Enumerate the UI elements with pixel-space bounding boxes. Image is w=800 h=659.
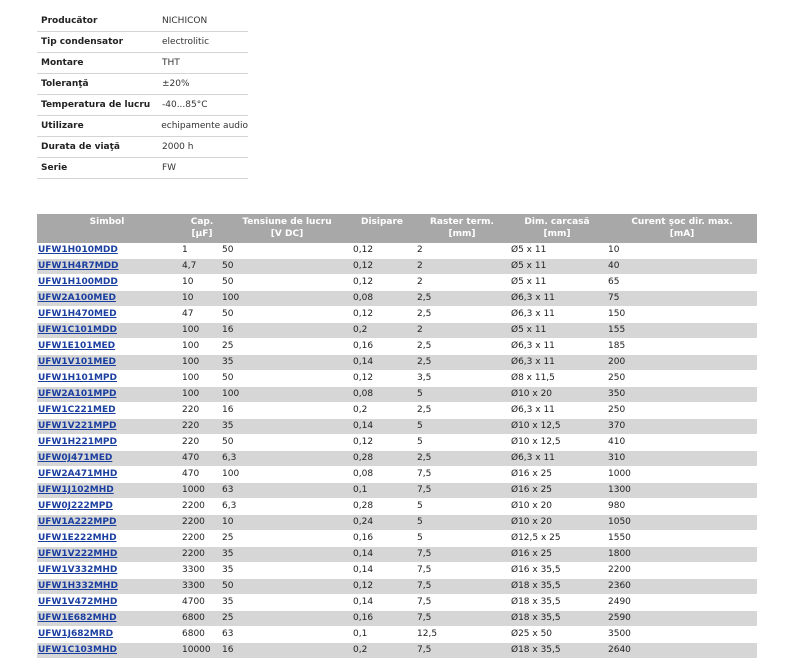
raster-cell: 7,5: [417, 581, 432, 591]
voltage-cell: 50: [222, 309, 234, 319]
voltage-cell: 100: [222, 469, 240, 479]
raster-cell: 5: [417, 501, 423, 511]
current-cell: 370: [608, 421, 626, 431]
raster-cell: 12,5: [417, 629, 438, 639]
raster-cell: 2,5: [417, 341, 432, 351]
table-row: [37, 259, 757, 275]
spec-value: THT: [162, 58, 180, 68]
dimensions-cell: Ø16 x 25: [511, 469, 553, 479]
product-link[interactable]: UFW1V222MHD: [38, 549, 118, 559]
spec-value: 2000 h: [162, 142, 194, 152]
symbol-cell: [38, 307, 117, 322]
dissipation-cell: 0,16: [353, 341, 374, 351]
spec-row: [37, 95, 248, 116]
current-cell: 1000: [608, 469, 631, 479]
voltage-cell: 35: [222, 421, 234, 431]
capacity-cell: 4,7: [182, 261, 197, 271]
symbol-cell: [38, 579, 118, 594]
raster-cell: 2,5: [417, 405, 432, 415]
voltage-cell: 100: [222, 389, 240, 399]
dimensions-cell: Ø6,3 x 11: [511, 357, 555, 367]
raster-cell: 7,5: [417, 549, 432, 559]
voltage-cell: 16: [222, 405, 234, 415]
voltage-cell: 50: [222, 277, 234, 287]
header-dimensions: Dim. carcasă [mm]: [524, 217, 590, 239]
dissipation-cell: 0,1: [353, 629, 368, 639]
symbol-cell: [38, 355, 116, 370]
dissipation-cell: 0,12: [353, 309, 374, 319]
capacity-cell: 220: [182, 405, 200, 415]
table-row: [37, 515, 757, 531]
dimensions-cell: Ø6,3 x 11: [511, 309, 555, 319]
symbol-cell: [38, 259, 119, 274]
capacity-cell: 10: [182, 293, 194, 303]
dissipation-cell: 0,2: [353, 405, 368, 415]
current-cell: 2360: [608, 581, 631, 591]
table-row: [37, 307, 757, 323]
dimensions-cell: Ø6,3 x 11: [511, 453, 555, 463]
symbol-cell: [38, 403, 116, 418]
raster-cell: 7,5: [417, 485, 432, 495]
current-cell: 1800: [608, 549, 631, 559]
current-cell: 65: [608, 277, 620, 287]
spec-row: [37, 11, 248, 32]
current-cell: 2490: [608, 597, 631, 607]
table-row: [37, 579, 757, 595]
capacity-cell: 100: [182, 325, 200, 335]
dissipation-cell: 0,14: [353, 421, 374, 431]
symbol-cell: [38, 611, 117, 626]
product-link[interactable]: UFW1H010MDD: [38, 245, 118, 255]
header-capacity: Cap. [µF]: [190, 217, 214, 239]
dimensions-cell: Ø18 x 35,5: [511, 613, 561, 623]
symbol-cell: [38, 563, 117, 578]
raster-cell: 5: [417, 421, 423, 431]
voltage-cell: 63: [222, 485, 234, 495]
table-row: [37, 595, 757, 611]
dimensions-cell: Ø6,3 x 11: [511, 405, 555, 415]
dissipation-cell: 0,12: [353, 277, 374, 287]
current-cell: 2590: [608, 613, 631, 623]
voltage-cell: 100: [222, 293, 240, 303]
spec-label: Toleranţă: [41, 79, 89, 89]
voltage-cell: 6,3: [222, 453, 237, 463]
table-row: [37, 355, 757, 371]
table-row: [37, 483, 757, 499]
dimensions-cell: Ø10 x 20: [511, 501, 553, 511]
capacity-cell: 470: [182, 469, 200, 479]
header-symbol: Simbol: [89, 217, 125, 227]
dimensions-cell: Ø10 x 20: [511, 389, 553, 399]
dimensions-cell: Ø5 x 11: [511, 261, 547, 271]
dissipation-cell: 0,14: [353, 565, 374, 575]
raster-cell: 5: [417, 389, 423, 399]
table-header: [37, 214, 757, 243]
dissipation-cell: 0,12: [353, 373, 374, 383]
dissipation-cell: 0,16: [353, 613, 374, 623]
header-voltage: Tensiune de lucru [V DC]: [242, 217, 332, 239]
voltage-cell: 50: [222, 581, 234, 591]
dissipation-cell: 0,1: [353, 485, 368, 495]
table-row: [37, 291, 757, 307]
header-raster: Raster term. [mm]: [430, 217, 494, 239]
table-row: [37, 499, 757, 515]
dimensions-cell: Ø12,5 x 25: [511, 533, 561, 543]
capacity-cell: 3300: [182, 581, 205, 591]
voltage-cell: 50: [222, 245, 234, 255]
symbol-cell: [38, 627, 113, 642]
capacity-cell: 10: [182, 277, 194, 287]
spec-label: Tip condensator: [41, 37, 124, 47]
capacity-cell: 100: [182, 389, 200, 399]
product-link[interactable]: UFW1H221MPD: [38, 437, 117, 447]
capacity-cell: 4700: [182, 597, 205, 607]
symbol-cell: [38, 243, 118, 258]
dimensions-cell: Ø18 x 35,5: [511, 645, 561, 655]
table-row: [37, 403, 757, 419]
current-cell: 310: [608, 453, 626, 463]
table-row: [37, 243, 757, 259]
capacity-cell: 220: [182, 437, 200, 447]
product-link[interactable]: UFW1V472MHD: [38, 597, 118, 607]
dimensions-cell: Ø5 x 11: [511, 325, 547, 335]
spec-table: [37, 11, 248, 179]
dimensions-cell: Ø10 x 12,5: [511, 421, 561, 431]
capacity-cell: 470: [182, 453, 200, 463]
symbol-cell: [38, 371, 117, 386]
dimensions-cell: Ø8 x 11,5: [511, 373, 555, 383]
spec-row: [37, 158, 248, 179]
product-link[interactable]: UFW1V332MHD: [38, 565, 118, 575]
symbol-cell: [38, 435, 117, 450]
current-cell: 350: [608, 389, 626, 399]
voltage-cell: 25: [222, 613, 234, 623]
dimensions-cell: Ø10 x 12,5: [511, 437, 561, 447]
raster-cell: 7,5: [417, 597, 432, 607]
current-cell: 200: [608, 357, 626, 367]
header-dissipation: Disipare: [360, 217, 404, 227]
symbol-cell: [38, 515, 116, 530]
dissipation-cell: 0,28: [353, 453, 374, 463]
table-row: [37, 627, 757, 643]
voltage-cell: 10: [222, 517, 234, 527]
current-cell: 2200: [608, 565, 631, 575]
dimensions-cell: Ø10 x 20: [511, 517, 553, 527]
raster-cell: 2: [417, 245, 423, 255]
capacity-cell: 6800: [182, 613, 205, 623]
voltage-cell: 63: [222, 629, 234, 639]
capacity-cell: 1000: [182, 485, 205, 495]
symbol-cell: [38, 451, 112, 466]
symbol-cell: [38, 499, 113, 514]
capacity-cell: 2200: [182, 517, 205, 527]
spec-row: [37, 137, 248, 158]
symbol-cell: [38, 291, 116, 306]
symbol-cell: [38, 339, 115, 354]
raster-cell: 2,5: [417, 453, 432, 463]
dimensions-cell: Ø16 x 35,5: [511, 565, 561, 575]
raster-cell: 2,5: [417, 309, 432, 319]
spec-label: Durata de viaţă: [41, 142, 120, 152]
spec-value: NICHICON: [162, 16, 208, 26]
raster-cell: 7,5: [417, 613, 432, 623]
raster-cell: 2: [417, 325, 423, 335]
voltage-cell: 16: [222, 645, 234, 655]
voltage-cell: 25: [222, 533, 234, 543]
voltage-cell: 35: [222, 549, 234, 559]
capacity-cell: 100: [182, 357, 200, 367]
dimensions-cell: Ø16 x 25: [511, 485, 553, 495]
product-link[interactable]: UFW1C103MHD: [38, 645, 117, 655]
voltage-cell: 50: [222, 261, 234, 271]
product-link[interactable]: UFW2A101MPD: [38, 389, 117, 399]
raster-cell: 2,5: [417, 293, 432, 303]
product-link[interactable]: UFW0J471MED: [38, 453, 113, 463]
symbol-cell: [38, 595, 117, 610]
dimensions-cell: Ø25 x 50: [511, 629, 553, 639]
product-link[interactable]: UFW1H470MED: [38, 309, 117, 319]
product-link[interactable]: UFW1H100MDD: [38, 277, 118, 287]
product-link[interactable]: UFW1C101MDD: [38, 325, 117, 335]
product-link[interactable]: UFW1J682MRD: [38, 629, 114, 639]
current-cell: 250: [608, 405, 626, 415]
spec-row: [37, 32, 248, 53]
symbol-cell: [38, 547, 117, 562]
product-link[interactable]: UFW2A471MHD: [38, 469, 118, 479]
spec-row: [37, 116, 248, 137]
current-cell: 40: [608, 261, 620, 271]
table-row: [37, 371, 757, 387]
dissipation-cell: 0,24: [353, 517, 374, 527]
spec-label: Serie: [41, 163, 68, 173]
product-link[interactable]: UFW1C221MED: [38, 405, 116, 415]
table-row: [37, 387, 757, 403]
capacity-cell: 2200: [182, 501, 205, 511]
symbol-cell: [38, 419, 116, 434]
table-row: [37, 451, 757, 467]
table-row: [37, 419, 757, 435]
voltage-cell: 35: [222, 565, 234, 575]
table-row: [37, 547, 757, 563]
table-row: [37, 323, 757, 339]
raster-cell: 5: [417, 437, 423, 447]
symbol-cell: [38, 387, 116, 402]
table-row: [37, 435, 757, 451]
raster-cell: 3,5: [417, 373, 432, 383]
capacity-cell: 6800: [182, 629, 205, 639]
spec-label: Temperatura de lucru: [41, 100, 151, 110]
table-row: [37, 563, 757, 579]
dimensions-cell: Ø6,3 x 11: [511, 293, 555, 303]
table-row: [37, 275, 757, 291]
products-table: [37, 214, 757, 659]
capacity-cell: 1: [182, 245, 188, 255]
spec-value: FW: [162, 163, 177, 173]
dissipation-cell: 0,12: [353, 437, 374, 447]
capacity-cell: 220: [182, 421, 200, 431]
current-cell: 250: [608, 373, 626, 383]
symbol-cell: [38, 275, 118, 290]
dissipation-cell: 0,14: [353, 549, 374, 559]
raster-cell: 7,5: [417, 645, 432, 655]
dissipation-cell: 0,08: [353, 469, 374, 479]
current-cell: 1300: [608, 485, 631, 495]
current-cell: 410: [608, 437, 626, 447]
dissipation-cell: 0,08: [353, 293, 374, 303]
dimensions-cell: Ø6,3 x 11: [511, 341, 555, 351]
spec-value: -40...85°C: [162, 100, 208, 110]
current-cell: 980: [608, 501, 626, 511]
symbol-cell: [38, 467, 117, 482]
table-row: [37, 611, 757, 627]
spec-row: [37, 53, 248, 74]
product-link[interactable]: UFW1E682MHD: [38, 613, 117, 623]
current-cell: 150: [608, 309, 626, 319]
table-row: [37, 531, 757, 547]
capacity-cell: 2200: [182, 549, 205, 559]
current-cell: 1550: [608, 533, 631, 543]
dimensions-cell: Ø5 x 11: [511, 277, 547, 287]
dissipation-cell: 0,14: [353, 357, 374, 367]
raster-cell: 2,5: [417, 357, 432, 367]
dissipation-cell: 0,12: [353, 245, 374, 255]
spec-value: ±20%: [162, 79, 190, 89]
voltage-cell: 25: [222, 341, 234, 351]
table-row: [37, 467, 757, 483]
dissipation-cell: 0,12: [353, 261, 374, 271]
dimensions-cell: Ø5 x 11: [511, 245, 547, 255]
table-row: [37, 339, 757, 355]
voltage-cell: 50: [222, 373, 234, 383]
voltage-cell: 35: [222, 357, 234, 367]
product-link[interactable]: UFW1H332MHD: [38, 581, 118, 591]
symbol-cell: [38, 483, 114, 498]
spec-label: Producător: [41, 16, 98, 26]
symbol-cell: [38, 323, 117, 338]
product-link[interactable]: UFW0J222MPD: [38, 501, 113, 511]
spec-label: Utilizare: [41, 121, 84, 131]
dimensions-cell: Ø16 x 25: [511, 549, 553, 559]
raster-cell: 2: [417, 261, 423, 271]
symbol-cell: [38, 643, 117, 658]
current-cell: 3500: [608, 629, 631, 639]
raster-cell: 5: [417, 517, 423, 527]
product-link[interactable]: UFW1H101MPD: [38, 373, 117, 383]
dissipation-cell: 0,28: [353, 501, 374, 511]
capacity-cell: 100: [182, 341, 200, 351]
raster-cell: 2: [417, 277, 423, 287]
voltage-cell: 6,3: [222, 501, 237, 511]
dissipation-cell: 0,2: [353, 645, 368, 655]
dissipation-cell: 0,14: [353, 597, 374, 607]
capacity-cell: 10000: [182, 645, 211, 655]
product-link[interactable]: UFW1E222MHD: [38, 533, 117, 543]
product-link[interactable]: UFW1E101MED: [38, 341, 116, 351]
current-cell: 75: [608, 293, 620, 303]
spec-value: echipamente audio: [161, 121, 248, 131]
table-row: [37, 643, 757, 659]
product-link[interactable]: UFW1H4R7MDD: [38, 261, 119, 271]
voltage-cell: 16: [222, 325, 234, 335]
dissipation-cell: 0,2: [353, 325, 368, 335]
dimensions-cell: Ø18 x 35,5: [511, 581, 561, 591]
current-cell: 2640: [608, 645, 631, 655]
dimensions-cell: Ø18 x 35,5: [511, 597, 561, 607]
current-cell: 185: [608, 341, 626, 351]
raster-cell: 7,5: [417, 469, 432, 479]
dissipation-cell: 0,16: [353, 533, 374, 543]
capacity-cell: 3300: [182, 565, 205, 575]
voltage-cell: 35: [222, 597, 234, 607]
header-current: Curent şoc dir. max. [mA]: [631, 217, 733, 239]
current-cell: 1050: [608, 517, 631, 527]
dissipation-cell: 0,08: [353, 389, 374, 399]
product-link[interactable]: UFW1A222MPD: [38, 517, 117, 527]
table-body: [37, 243, 757, 659]
capacity-cell: 47: [182, 309, 194, 319]
voltage-cell: 50: [222, 437, 234, 447]
current-cell: 155: [608, 325, 626, 335]
product-link[interactable]: UFW1V101MED: [38, 357, 116, 367]
capacity-cell: 100: [182, 373, 200, 383]
current-cell: 10: [608, 245, 620, 255]
spec-row: [37, 74, 248, 95]
raster-cell: 5: [417, 533, 423, 543]
dissipation-cell: 0,12: [353, 581, 374, 591]
raster-cell: 7,5: [417, 565, 432, 575]
capacity-cell: 2200: [182, 533, 205, 543]
symbol-cell: [38, 531, 117, 546]
product-link[interactable]: UFW2A100MED: [38, 293, 116, 303]
product-link[interactable]: UFW1J102MHD: [38, 485, 114, 495]
product-link[interactable]: UFW1V221MPD: [38, 421, 117, 431]
spec-label: Montare: [41, 58, 84, 68]
spec-value: electrolitic: [162, 37, 210, 47]
